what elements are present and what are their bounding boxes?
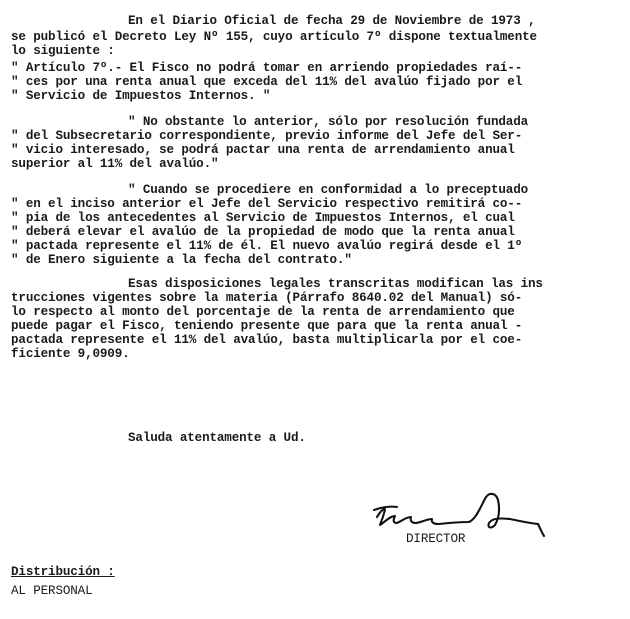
- letter-line: " en el inciso anterior el Jefe del Servicio respectivo remitirá co--: [11, 197, 523, 211]
- letter-line: Esas disposiciones legales transcritas modifican las ins: [128, 277, 543, 291]
- signer-title: DIRECTOR: [406, 532, 466, 546]
- letter-line: " Cuando se procediere en conformidad a lo preceptuado: [128, 183, 529, 197]
- letter-line: " pactada represente el 11% de él. El nuevo avalúo regirá desde el 1º: [11, 239, 523, 253]
- letter-line: se publicó el Decreto Ley Nº 155, cuyo artículo 7º dispone textualmente: [11, 30, 537, 44]
- distribution-recipient: AL PERSONAL: [11, 584, 93, 598]
- letter-line: " deberá elevar el avalúo de la propiedad de modo que la renta anual: [11, 225, 515, 239]
- letter-line: lo respecto al monto del porcentaje de la renta de arrendamiento que: [11, 305, 515, 319]
- letter-line: ficiente 9,0909.: [11, 347, 130, 361]
- letter-line: puede pagar el Fisco, teniendo presente que para que la renta anual -: [11, 319, 523, 333]
- letter-line: superior al 11% del avalúo.": [11, 157, 219, 171]
- letter-line: " pia de los antecedentes al Servicio de Impuestos Internos, el cual: [11, 211, 515, 225]
- letter-line: En el Diario Oficial de fecha 29 de Noviembre de 1973 ,: [128, 14, 536, 28]
- letter-line: " No obstante lo anterior, sólo por resolución fundada: [128, 115, 529, 129]
- letter-line: trucciones vigentes sobre la materia (Párrafo 8640.02 del Manual) só-: [11, 291, 523, 305]
- letter-line: " vicio interesado, se podrá pactar una renta de arrendamiento anual: [11, 143, 515, 157]
- letter-line: lo siguiente :: [11, 44, 115, 58]
- letter-line: " ces por una renta anual que exceda del 11% del avalúo fijado por el: [11, 75, 523, 89]
- letter-line: " Artículo 7º.- El Fisco no podrá tomar en arriendo propiedades raí--: [11, 61, 523, 75]
- letter-line: " del Subsecretario correspondiente, previo informe del Jefe del Ser-: [11, 129, 523, 143]
- letter-line: " de Enero siguiente a la fecha del contrato.": [11, 253, 352, 267]
- letter-line: " Servicio de Impuestos Internos. ": [11, 89, 271, 103]
- salutation: Saluda atentamente a Ud.: [128, 431, 306, 445]
- signature-mark: [368, 488, 552, 538]
- distribution-heading: Distribución :: [11, 565, 115, 579]
- letter-line: pactada represente el 11% del avalúo, basta multiplicarla por el coe-: [11, 333, 523, 347]
